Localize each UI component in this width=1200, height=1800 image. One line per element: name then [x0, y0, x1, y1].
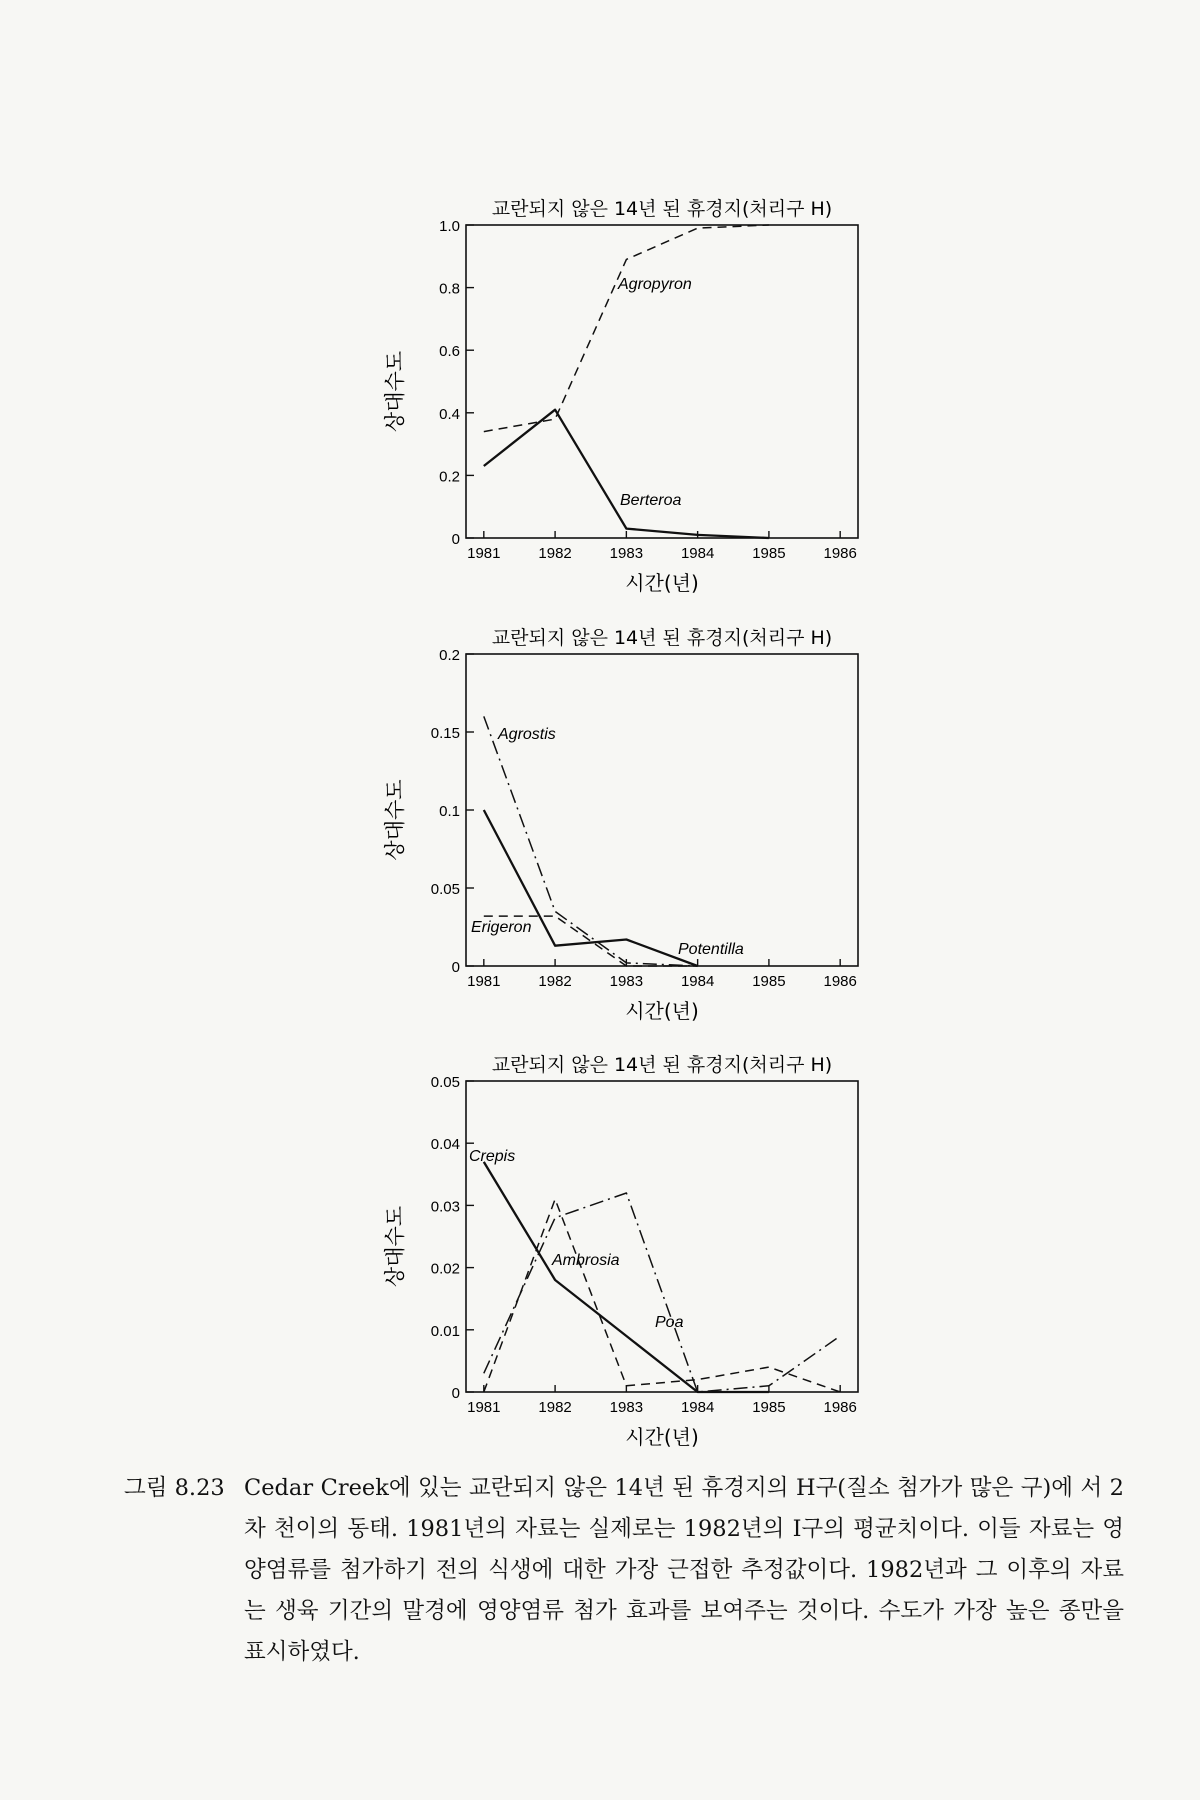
caption-label: 그림 8.23 [124, 1475, 225, 1501]
x-tick-label: 1982 [538, 1399, 572, 1416]
y-tick-label: 0.6 [439, 343, 460, 361]
series-label-poa: Poa [655, 1314, 684, 1331]
x-axis-label: 시간(년) [625, 999, 699, 1023]
series-label-berteroa: Berteroa [620, 492, 682, 509]
y-tick-label: 0.2 [439, 647, 460, 664]
x-tick-label: 1981 [467, 1399, 501, 1416]
figure-caption [124, 1468, 1124, 1673]
y-tick-label: 0 [451, 1385, 460, 1402]
chart-3 [383, 1053, 858, 1449]
y-axis-label: 상대수도 [383, 1205, 407, 1288]
x-tick-label: 1984 [680, 973, 715, 990]
y-tick-label: 0.8 [439, 280, 460, 298]
y-tick-label: 0.05 [430, 881, 460, 898]
x-tick-label: 1986 [823, 1399, 857, 1416]
x-tick-label: 1982 [538, 545, 572, 562]
series-label-crepis: Crepis [469, 1148, 516, 1165]
series-label-agrostis: Agrostis [498, 726, 556, 743]
caption-text: Cedar Creek에 있는 교란되지 않은 14년 된 휴경지의 H구(질소 첨가가 많은 구)에 서 2차 천이의 동태. 1981년의 자료는 실제로는 1982년의 I구의 평균치이다. 이들 자료는 영양염류를 첨가하기 전의 식생에 대한 가장 근접한 추정값이다. 1982년과 그 이후의 자료는 생육 기간의 말경에 영양염류 첨가 효과를 보여주는 것이다. 수도가 가장 높은 종만을 표시하였다. [244, 1475, 1124, 1665]
y-tick-label: 0.2 [439, 468, 460, 486]
y-tick-label: 0.1 [439, 803, 460, 820]
chart-2 [383, 626, 858, 1023]
plot-frame [466, 1081, 858, 1392]
x-axis-label: 시간(년) [625, 1425, 699, 1449]
series-label-erigeron: Erigeron [471, 919, 532, 936]
series-line-poa [484, 1193, 840, 1392]
y-tick-label: 1.0 [439, 218, 460, 235]
y-tick-label: 0.15 [430, 725, 460, 742]
x-tick-label: 1985 [752, 1399, 786, 1416]
x-tick-label: 1983 [609, 973, 644, 990]
chart-title: 교란되지 않은 14년 된 휴경지(처리구 H) [491, 198, 833, 220]
x-tick-label: 1984 [680, 1399, 715, 1416]
y-axis-label: 상대수도 [383, 350, 407, 433]
x-tick-label: 1986 [823, 973, 857, 990]
chart-title: 교란되지 않은 14년 된 휴경지(처리구 H) [491, 1054, 833, 1076]
y-tick-label: 0 [451, 531, 460, 548]
y-tick-label: 0.4 [439, 405, 460, 423]
y-tick-label: 0.03 [430, 1198, 460, 1216]
x-tick-label: 1983 [609, 545, 644, 562]
x-tick-label: 1981 [467, 545, 501, 562]
y-tick-label: 0.04 [430, 1136, 460, 1154]
x-tick-label: 1986 [823, 545, 857, 562]
y-axis-label: 상대수도 [383, 779, 407, 861]
x-tick-label: 1983 [609, 1399, 644, 1416]
y-tick-label: 0.05 [430, 1074, 460, 1091]
series-label-ambrosia: Ambrosia [552, 1252, 620, 1269]
x-tick-label: 1981 [467, 973, 501, 990]
series-label-potentilla: Potentilla [678, 941, 744, 958]
chart-title: 교란되지 않은 14년 된 휴경지(처리구 H) [491, 627, 833, 649]
series-line-agropyron [484, 225, 769, 432]
x-axis-label: 시간(년) [625, 571, 699, 595]
series-line-berteroa [484, 410, 769, 538]
x-tick-label: 1984 [680, 545, 715, 562]
chart-1 [383, 197, 858, 595]
y-tick-label: 0.02 [430, 1260, 460, 1278]
x-tick-label: 1985 [752, 545, 786, 562]
series-label-agropyron: Agropyron [618, 276, 692, 293]
series-line-potentilla [484, 810, 698, 966]
x-tick-label: 1985 [752, 973, 786, 990]
y-tick-label: 0 [451, 959, 460, 976]
y-tick-label: 0.01 [430, 1322, 460, 1340]
x-tick-label: 1982 [538, 973, 572, 990]
